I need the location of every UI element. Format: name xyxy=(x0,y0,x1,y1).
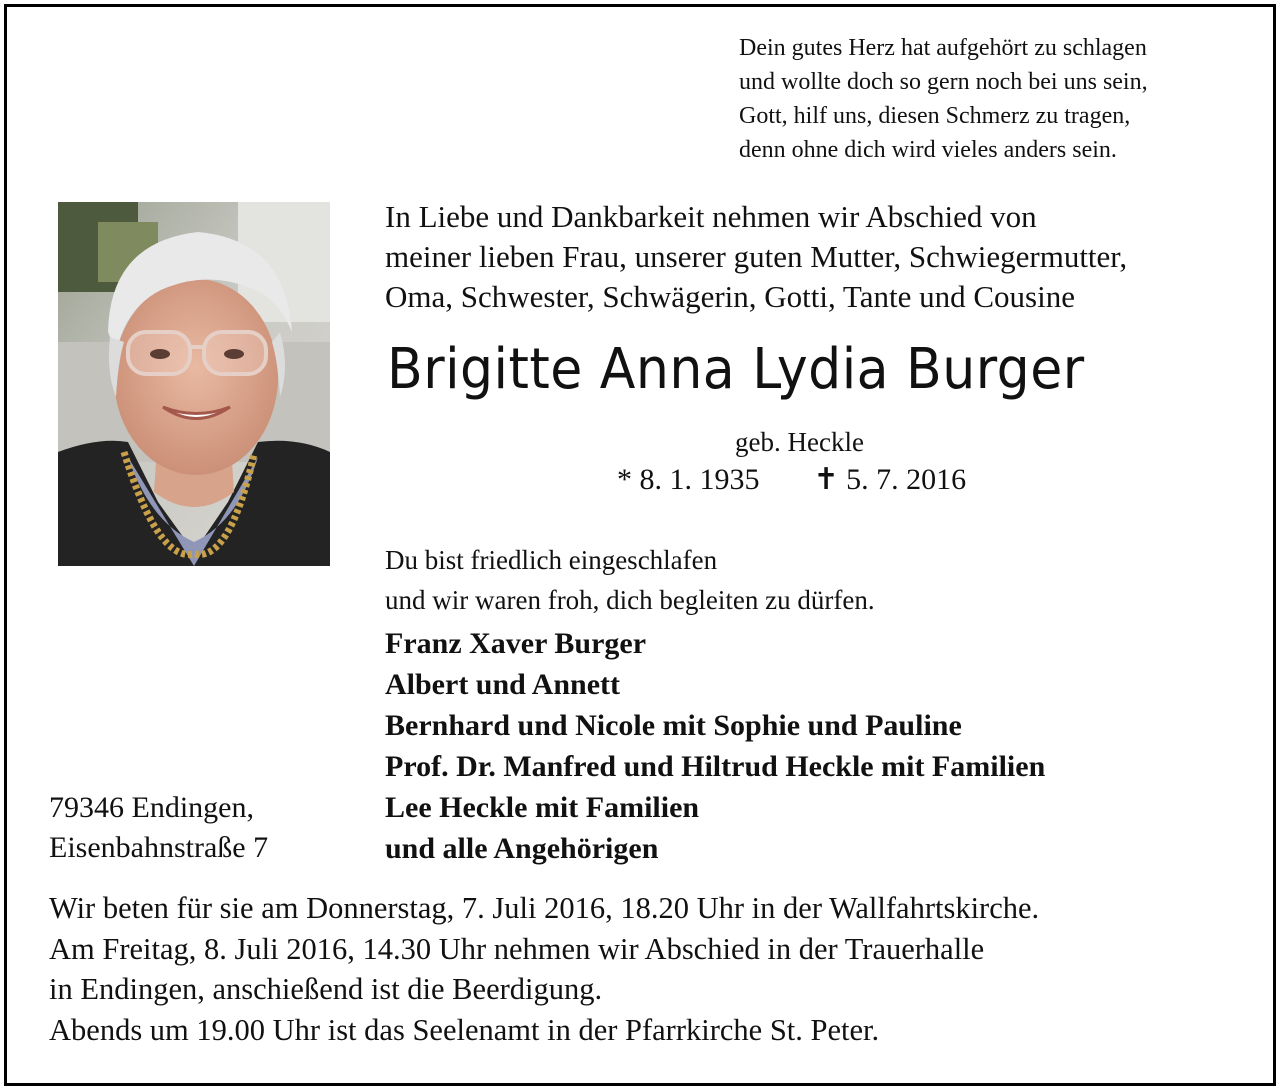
portrait-image xyxy=(58,202,330,566)
farewell-intro xyxy=(385,197,1127,317)
obituary-notice xyxy=(4,4,1276,1086)
death-date: ✝ 5. 7. 2016 xyxy=(813,463,967,496)
poem-line: Gott, hilf uns, diesen Schmerz zu tragen, xyxy=(739,103,1131,129)
intro-line: In Liebe und Dankbarkeit nehmen wir Abschied von xyxy=(385,199,1037,234)
poem-line: und wollte doch so gern noch bei uns sein, xyxy=(739,69,1148,95)
mourners-list xyxy=(385,623,1045,869)
service-line: Abends um 19.00 Uhr ist das Seelenamt in der Pfarrkirche St. Peter. xyxy=(49,1012,880,1047)
mourner-line: Prof. Dr. Manfred und Hiltrud Heckle mit Familien xyxy=(385,750,1046,783)
service-line: Wir beten für sie am Donnerstag, 7. Juli 2016, 18.20 Uhr in der Wallfahrtskirche. xyxy=(49,891,1040,925)
poem-top xyxy=(739,31,1148,167)
address-line: 79346 Endingen, xyxy=(49,791,254,824)
intro-line: Oma, Schwester, Schwägerin, Gotti, Tante und Cousine xyxy=(385,279,1075,314)
mourner-line: Lee Heckle mit Familien xyxy=(385,791,700,824)
mourner-line: Albert und Annett xyxy=(385,668,621,701)
poem-line: Dein gutes Herz hat aufgehört zu schlagen xyxy=(739,35,1147,61)
address-line: Eisenbahnstraße 7 xyxy=(49,831,269,864)
mourner-line: Franz Xaver Burger xyxy=(385,627,647,660)
maiden-name: geb. Heckle xyxy=(735,427,864,457)
life-dates xyxy=(617,462,966,497)
poem-bottom xyxy=(385,540,875,620)
service-details xyxy=(49,888,1039,1050)
intro-line: meiner lieben Frau, unserer guten Mutter, Schwiegermutter, xyxy=(385,239,1128,274)
birth-date: * 8. 1. 1935 xyxy=(617,463,760,496)
poem-line: und wir waren froh, dich begleiten zu dürfen. xyxy=(385,585,875,615)
service-line: Am Freitag, 8. Juli 2016, 14.30 Uhr nehmen wir Abschied in der Trauerhalle xyxy=(49,931,985,966)
family-address xyxy=(49,788,268,868)
service-line: in Endingen, anschießend ist die Beerdigung. xyxy=(49,972,603,1006)
poem-line: denn ohne dich wird vieles anders sein. xyxy=(739,137,1117,163)
poem-line: Du bist friedlich eingeschlafen xyxy=(385,545,718,575)
mourner-line: Bernhard und Nicole mit Sophie und Pauline xyxy=(385,709,962,742)
mourner-line: und alle Angehörigen xyxy=(385,832,659,865)
portrait-photo xyxy=(58,202,330,566)
deceased-name: Brigitte Anna Lydia Burger xyxy=(387,337,1085,402)
